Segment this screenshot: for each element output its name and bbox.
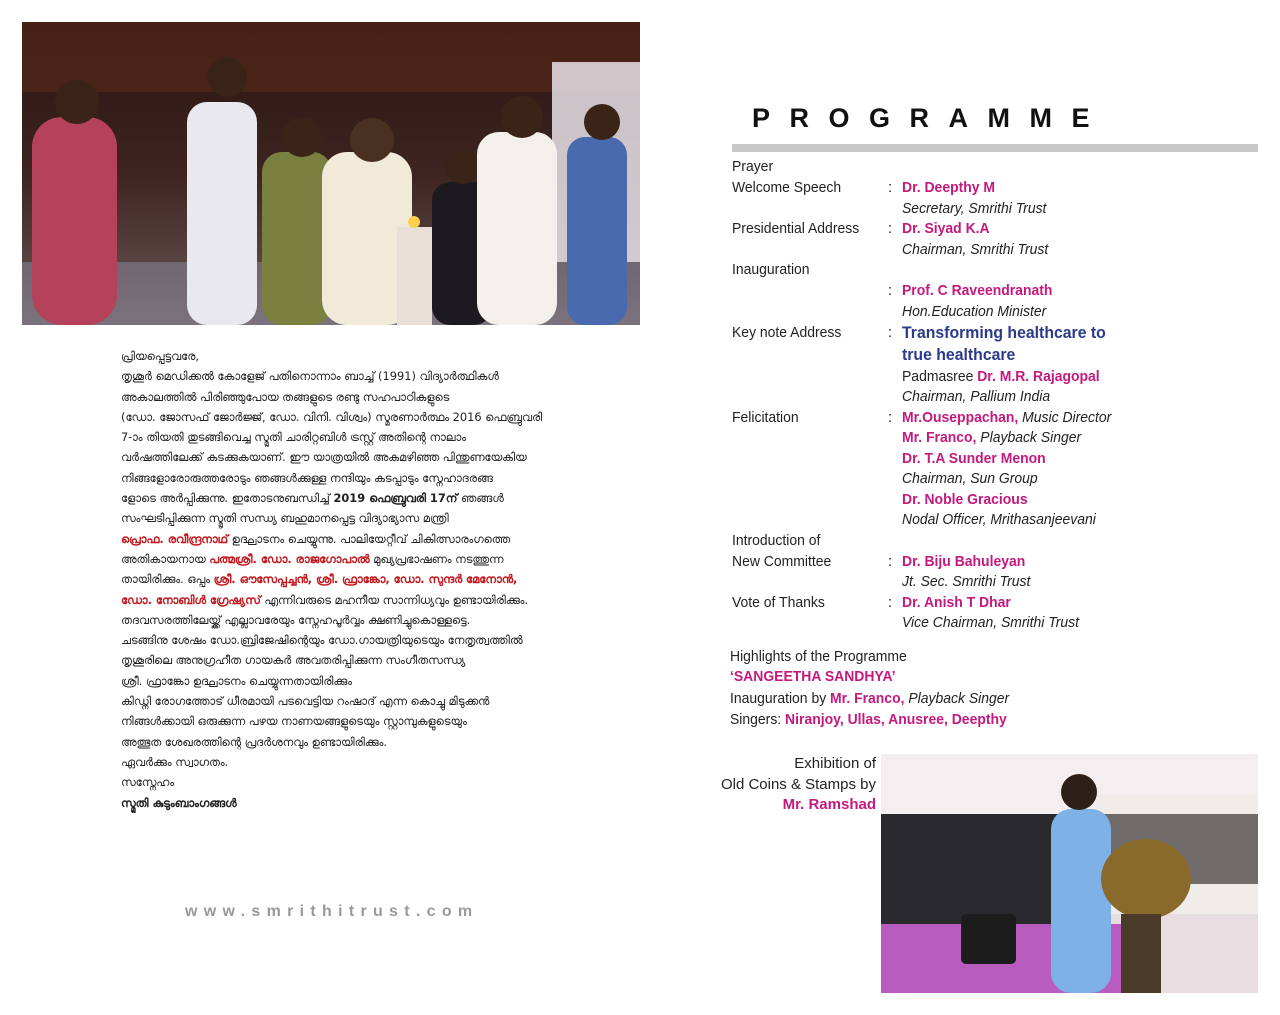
letter-text: സംഘടിപ്പിക്കുന്ന സ്മൃതി സന്ധ്യ ബഹുമാനപ്പെട്ട വിദ്യാഭ്യാസ മന്ത്രി <box>121 511 449 526</box>
label-welcome-speech: Welcome Speech <box>732 179 842 196</box>
highlights-heading: Highlights of the Programme <box>730 648 907 665</box>
letter-highlight: പ്രൊഫ. രവീന്ദ്രനാഥ് <box>121 531 229 546</box>
letter-text: (ഡോ. ജോസഫ് ജോർജ്ജ്, ഡോ. വിനി. വിശ്വം) സ്മരണാർത്ഥം 2016 ഫെബ്രുവരി <box>121 409 543 424</box>
inaugurator-role: Hon.Education Minister <box>902 303 1047 320</box>
letter-line <box>121 691 548 711</box>
website-url: www.smrithitrust.com <box>185 903 479 920</box>
keynote-prefix: Padmasree <box>902 368 978 385</box>
letter-line <box>121 650 548 670</box>
letter-text: ശ്രീ. ഫ്രാങ്കോ ഉദ്ഘാടനം ചെയ്യുന്നതായിരിക്കും <box>121 673 353 688</box>
welcome-speaker-role: Secretary, Smrithi Trust <box>902 200 1047 217</box>
letter-line <box>121 732 548 752</box>
label-keynote-address: Key note Address <box>732 324 842 341</box>
felicitation-4-name: Dr. Noble Gracious <box>902 491 1028 508</box>
felicitation-2-role: Playback Singer <box>976 429 1082 446</box>
letter-line <box>121 529 548 549</box>
keynote-topic-line1: Transforming healthcare to <box>902 323 1106 342</box>
label-felicitation: Felicitation <box>732 409 799 426</box>
letter-text: തൃശൂർ മെഡിക്കൽ കോളേജ് പതിനൊന്നാം ബാച്ച് (1991) വിദ്യാർത്ഥികൾ <box>121 369 499 384</box>
keynote-speaker <box>902 368 1100 385</box>
letter-text: ഞങ്ങൾ <box>457 491 504 506</box>
keynote-speaker-role: Chairman, Pallium India <box>902 388 1051 405</box>
letter-text: 7-ാം തിയതി തുടങ്ങിവെച്ച സ്മൃതി ചാരിറ്റബിൾ ട്രസ്റ്റ് അതിന്റെ നാലാം <box>121 430 467 445</box>
exhibition-line2: Old Coins & Stamps by <box>720 776 876 793</box>
label-new-committee: New Committee <box>732 553 832 570</box>
exhibition-line1: Exhibition of <box>794 755 876 772</box>
letter-text: കിഡ്നി രോഗത്തോട് ധീരമായി പടവെട്ടിയ റംഷാദ് എന്ന കൊച്ചു മിടുക്കൻ <box>121 694 490 709</box>
felicitation-1-name: Mr.Ouseppachan, <box>902 409 1019 426</box>
letter-line <box>121 427 548 447</box>
letter-line <box>121 671 548 691</box>
malayalam-letter <box>121 346 548 813</box>
letter-text: തായിരിക്കും. ഒപ്പം <box>121 572 214 587</box>
felicitation-3-name: Dr. T.A Sunder Menon <box>902 450 1046 467</box>
highlights-inaug-prefix: Inauguration by <box>730 690 831 707</box>
vote-of-thanks-role: Vice Chairman, Smrithi Trust <box>902 614 1080 631</box>
letter-highlight: പത്മശ്രീ. ഡോ. രാജഗോപാൽ <box>209 551 370 566</box>
letter-line <box>121 793 548 813</box>
highlights-singers-names: Niranjoy, Ullas, Anusree, Deepthy <box>785 711 1007 728</box>
colon: : <box>888 220 893 237</box>
exhibition-photo <box>881 754 1258 993</box>
president-name: Dr. Siyad K.A <box>902 220 990 237</box>
welcome-speaker-name: Dr. Deepthy M <box>902 179 996 196</box>
letter-text: ഏവർക്കും സ്വാഗതം. <box>121 754 229 769</box>
label-vote-of-thanks: Vote of Thanks <box>732 594 825 611</box>
label-prayer: Prayer <box>732 158 774 175</box>
letter-text: ഉദ്ഘാടനം ചെയ്യുന്നു. പാലിയേറ്റീവ് ചികിത്സാരംഗത്തെ <box>228 531 511 546</box>
letter-text: അകാലത്തിൽ പിരിഞ്ഞുപോയ തങ്ങളുടെ രണ്ടു സഹപാഠികളുടെ <box>121 389 450 404</box>
letter-line <box>121 590 548 610</box>
highlights-inaug-role: Playback Singer <box>904 690 1010 707</box>
colon: : <box>888 282 893 299</box>
colon: : <box>888 179 893 196</box>
label-inauguration: Inauguration <box>732 261 810 278</box>
felicitation-2-name: Mr. Franco, <box>902 429 977 446</box>
letter-text: നിങ്ങളോരോരുത്തരോടും ഞങ്ങൾക്കുള്ള നന്ദിയും കടപ്പാടും സ്നേഹാദരങ്ങ <box>121 470 493 485</box>
letter-line <box>121 569 548 589</box>
programme-divider <box>732 144 1258 152</box>
felicitation-4-role: Nodal Officer, Mrithasanjeevani <box>902 511 1096 528</box>
letter-text: തൃശൂരിലെ അനുഗ്രഹീത ഗായകർ അവതരിപ്പിക്കുന്ന സംഗീതസന്ധ്യ <box>121 653 466 668</box>
keynote-topic-line2: true healthcare <box>902 345 1016 364</box>
letter-line <box>121 447 548 467</box>
letter-line <box>121 711 548 731</box>
letter-line <box>121 549 548 569</box>
programme-title: PROGRAMME <box>752 103 1109 133</box>
letter-line <box>121 610 548 630</box>
letter-line <box>121 387 548 407</box>
letter-text: എന്നിവരുടെ മഹനീയ സാന്നിധ്യവും ഉണ്ടായിരിക്കും. <box>260 592 529 607</box>
letter-line <box>121 752 548 772</box>
exhibition-name: Mr. Ramshad <box>782 796 876 813</box>
letter-line <box>121 468 548 488</box>
letter-line <box>121 346 548 366</box>
felicitation-3-role: Chairman, Sun Group <box>902 470 1038 487</box>
letter-text: സസ്നേഹം <box>121 775 175 790</box>
letter-text: 2019 ഫെബ്രുവരി 17ന് <box>333 491 458 506</box>
colon: : <box>888 553 893 570</box>
letter-text: വർഷത്തിലേക്ക് കടക്കുകയാണ്. ഈ യാത്രയിൽ അകമഴിഞ്ഞ പിന്തുണയേകിയ <box>121 450 527 465</box>
letter-text: മുഖ്യപ്രഭാഷണം നടത്തുന്ന <box>369 551 504 566</box>
letter-text: അത്ഭുത ശേഖരത്തിന്റെ പ്രദർശനവും ഉണ്ടായിരിക്കും. <box>121 734 388 749</box>
inauguration-photo <box>22 22 640 325</box>
felicitation-1-role: Music Director <box>1018 409 1112 426</box>
vote-of-thanks-name: Dr. Anish T Dhar <box>902 594 1011 611</box>
president-role: Chairman, Smrithi Trust <box>902 241 1049 258</box>
letter-text: ളോടെ അർപ്പിക്കുന്നു. ഇതോടനുബന്ധിച്ച് <box>121 491 334 506</box>
highlights-inauguration <box>730 690 1009 707</box>
letter-line <box>121 630 548 650</box>
letter-text: പ്രിയപ്പെട്ടവരേ, <box>121 349 200 363</box>
letter-text: നിങ്ങൾക്കായി ഒരുക്കുന്ന പഴയ നാണയങ്ങളുടെയും സ്റ്റാമ്പുകളുടെയും <box>121 714 467 729</box>
letter-line <box>121 366 548 386</box>
felicitation-2 <box>902 429 1081 446</box>
exhibition-photo-scene <box>881 754 1258 993</box>
colon: : <box>888 409 893 426</box>
highlights-inaug-name: Mr. Franco, <box>830 690 905 707</box>
highlights-singers <box>730 711 1007 728</box>
highlights-singers-prefix: Singers: <box>730 711 786 728</box>
letter-highlight: ശ്രീ. ഔസേപ്പച്ചൻ, ശ്രീ. ഫ്രാങ്കോ, ഡോ. സുന്ദർ മേനോൻ, <box>213 572 518 587</box>
colon: : <box>888 594 893 611</box>
letter-text: അതികായനായ <box>121 551 210 566</box>
introduction-name: Dr. Biju Bahuleyan <box>902 553 1026 570</box>
letter-line <box>121 488 548 508</box>
letter-text: ചടങ്ങിനു ശേഷം ഡോ.ബ്രിജേഷിന്റെയും ഡോ.ഗായത്രിയുടെയും നേതൃത്വത്തിൽ <box>121 633 523 648</box>
introduction-role: Jt. Sec. Smrithi Trust <box>902 573 1031 590</box>
keynote-speaker-name: Dr. M.R. Rajagopal <box>977 368 1100 385</box>
letter-line <box>121 772 548 792</box>
label-introduction-of: Introduction of <box>732 532 821 549</box>
inauguration-photo-scene <box>22 22 640 325</box>
colon: : <box>888 324 893 341</box>
label-presidential-address: Presidential Address <box>732 220 860 237</box>
letter-text: തദവസരത്തിലേയ്ക്ക് എല്ലാവരേയും സ്നേഹപൂർവ്വം ക്ഷണിച്ചുകൊള്ളട്ടെ. <box>121 612 471 627</box>
letter-line <box>121 508 548 528</box>
felicitation-1 <box>902 409 1111 426</box>
highlights-title: ‘SANGEETHA SANDHYA’ <box>730 668 896 685</box>
inaugurator-name: Prof. C Raveendranath <box>902 282 1053 299</box>
letter-text: സ്മൃതി കുടുംബാംഗങ്ങൾ <box>121 795 237 810</box>
letter-highlight: ഡോ. നോബിൾ ഗ്രേഷ്യസ് <box>121 592 261 607</box>
letter-line <box>121 407 548 427</box>
